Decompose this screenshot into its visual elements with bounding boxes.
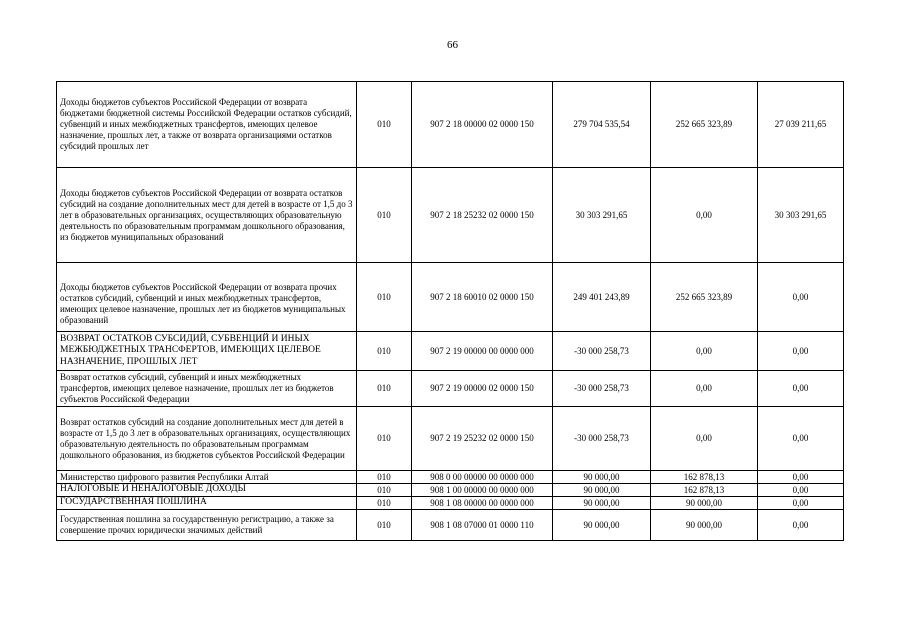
amount-2: 0,00 — [651, 407, 758, 471]
table-row — [57, 471, 844, 484]
revenue-name: Министерство цифрового развития Республики Алтай — [57, 471, 357, 484]
admin-code: 010 — [357, 332, 412, 371]
amount-3: 0,00 — [758, 263, 844, 332]
admin-code: 010 — [357, 82, 412, 168]
table-row — [57, 497, 844, 510]
amount-3: 0,00 — [758, 510, 844, 541]
amount-3: 0,00 — [758, 332, 844, 371]
table-row — [57, 484, 844, 497]
amount-3: 30 303 291,65 — [758, 168, 844, 263]
amount-3: 0,00 — [758, 471, 844, 484]
revenue-name: Доходы бюджетов субъектов Российской Федерации от возврата остатков субсидий на создание дополнительных мест для детей в возрасте от 1,5 до 3 лет в образовательных организациях, осуществляющих образовательную деятельность по образовательным программам дошкольного образования, из бюджетов муниципальных образований — [57, 168, 357, 263]
amount-1: -30 000 258,73 — [553, 407, 651, 471]
revenue-name: НАЛОГОВЫЕ И НЕНАЛОГОВЫЕ ДОХОДЫ — [57, 484, 357, 497]
budget-classification-code: 908 1 08 00000 00 0000 000 — [412, 497, 553, 510]
amount-2: 0,00 — [651, 168, 758, 263]
amount-1: 90 000,00 — [553, 471, 651, 484]
revenue-name: Доходы бюджетов субъектов Российской Федерации от возврата прочих остатков субсидий, субвенций и иных межбюджетных трансфертов, имеющих целевое назначение, прошлых лет из бюджетов муниципальных образований — [57, 263, 357, 332]
amount-2: 0,00 — [651, 332, 758, 371]
admin-code: 010 — [357, 407, 412, 471]
amount-2: 162 878,13 — [651, 471, 758, 484]
admin-code: 010 — [357, 168, 412, 263]
table-row — [57, 263, 844, 332]
amount-1: 279 704 535,54 — [553, 82, 651, 168]
table-row — [57, 407, 844, 471]
amount-2: 90 000,00 — [651, 510, 758, 541]
admin-code: 010 — [357, 484, 412, 497]
budget-revenue-table — [56, 81, 844, 541]
table-row — [57, 510, 844, 541]
amount-1: 249 401 243,89 — [553, 263, 651, 332]
admin-code: 010 — [357, 471, 412, 484]
amount-1: 90 000,00 — [553, 497, 651, 510]
budget-classification-code: 907 2 18 00000 02 0000 150 — [412, 82, 553, 168]
amount-1: -30 000 258,73 — [553, 371, 651, 407]
revenue-name: Доходы бюджетов субъектов Российской Федерации от возврата бюджетами бюджетной системы Российской Федерации остатков субсидий, субвенций и иных межбюджетных трансфертов, имеющих целевое назначение, прошлых лет, а также от возврата организациями остатков субсидий прошлых лет — [57, 82, 357, 168]
admin-code: 010 — [357, 497, 412, 510]
table-row — [57, 168, 844, 263]
amount-3: 27 039 211,65 — [758, 82, 844, 168]
budget-classification-code: 907 2 19 00000 00 0000 000 — [412, 332, 553, 371]
admin-code: 010 — [357, 510, 412, 541]
budget-classification-code: 908 0 00 00000 00 0000 000 — [412, 471, 553, 484]
amount-2: 90 000,00 — [651, 497, 758, 510]
amount-2: 252 665 323,89 — [651, 263, 758, 332]
amount-1: 90 000,00 — [553, 484, 651, 497]
amount-3: 0,00 — [758, 371, 844, 407]
revenue-name: Возврат остатков субсидий, субвенций и иных межбюджетных трансфертов, имеющих целевое назначение, прошлых лет из бюджетов субъектов Российской Федерации — [57, 371, 357, 407]
admin-code: 010 — [357, 263, 412, 332]
budget-classification-code: 907 2 18 25232 02 0000 150 — [412, 168, 553, 263]
page-number: 66 — [447, 39, 458, 51]
amount-3: 0,00 — [758, 484, 844, 497]
admin-code: 010 — [357, 371, 412, 407]
revenue-name: Возврат остатков субсидий на создание дополнительных мест для детей в возрасте от 1,5 до 3 лет в образовательных организациях, осуществляющих образовательную деятельность по образовательным программам дошкольного образования, из бюджетов субъектов Российской Федерации — [57, 407, 357, 471]
table-row — [57, 371, 844, 407]
amount-2: 162 878,13 — [651, 484, 758, 497]
budget-classification-code: 907 2 19 25232 02 0000 150 — [412, 407, 553, 471]
amount-1: -30 000 258,73 — [553, 332, 651, 371]
revenue-name: Государственная пошлина за государственную регистрацию, а также за совершение прочих юридически значимых действий — [57, 510, 357, 541]
amount-3: 0,00 — [758, 407, 844, 471]
budget-classification-code: 908 1 08 07000 01 0000 110 — [412, 510, 553, 541]
budget-classification-code: 908 1 00 00000 00 0000 000 — [412, 484, 553, 497]
table-row — [57, 82, 844, 168]
budget-classification-code: 907 2 18 60010 02 0000 150 — [412, 263, 553, 332]
revenue-name: ГОСУДАРСТВЕННАЯ ПОШЛИНА — [57, 497, 357, 510]
amount-1: 30 303 291,65 — [553, 168, 651, 263]
budget-classification-code: 907 2 19 00000 02 0000 150 — [412, 371, 553, 407]
amount-3: 0,00 — [758, 497, 844, 510]
table-row — [57, 332, 844, 371]
amount-1: 90 000,00 — [553, 510, 651, 541]
amount-2: 0,00 — [651, 371, 758, 407]
revenue-name: ВОЗВРАТ ОСТАТКОВ СУБСИДИЙ, СУБВЕНЦИЙ И ИНЫХ МЕЖБЮДЖЕТНЫХ ТРАНСФЕРТОВ, ИМЕЮЩИХ ЦЕЛЕВОЕ НАЗНАЧЕНИЕ, ПРОШЛЫХ ЛЕТ — [57, 332, 357, 371]
amount-2: 252 665 323,89 — [651, 82, 758, 168]
